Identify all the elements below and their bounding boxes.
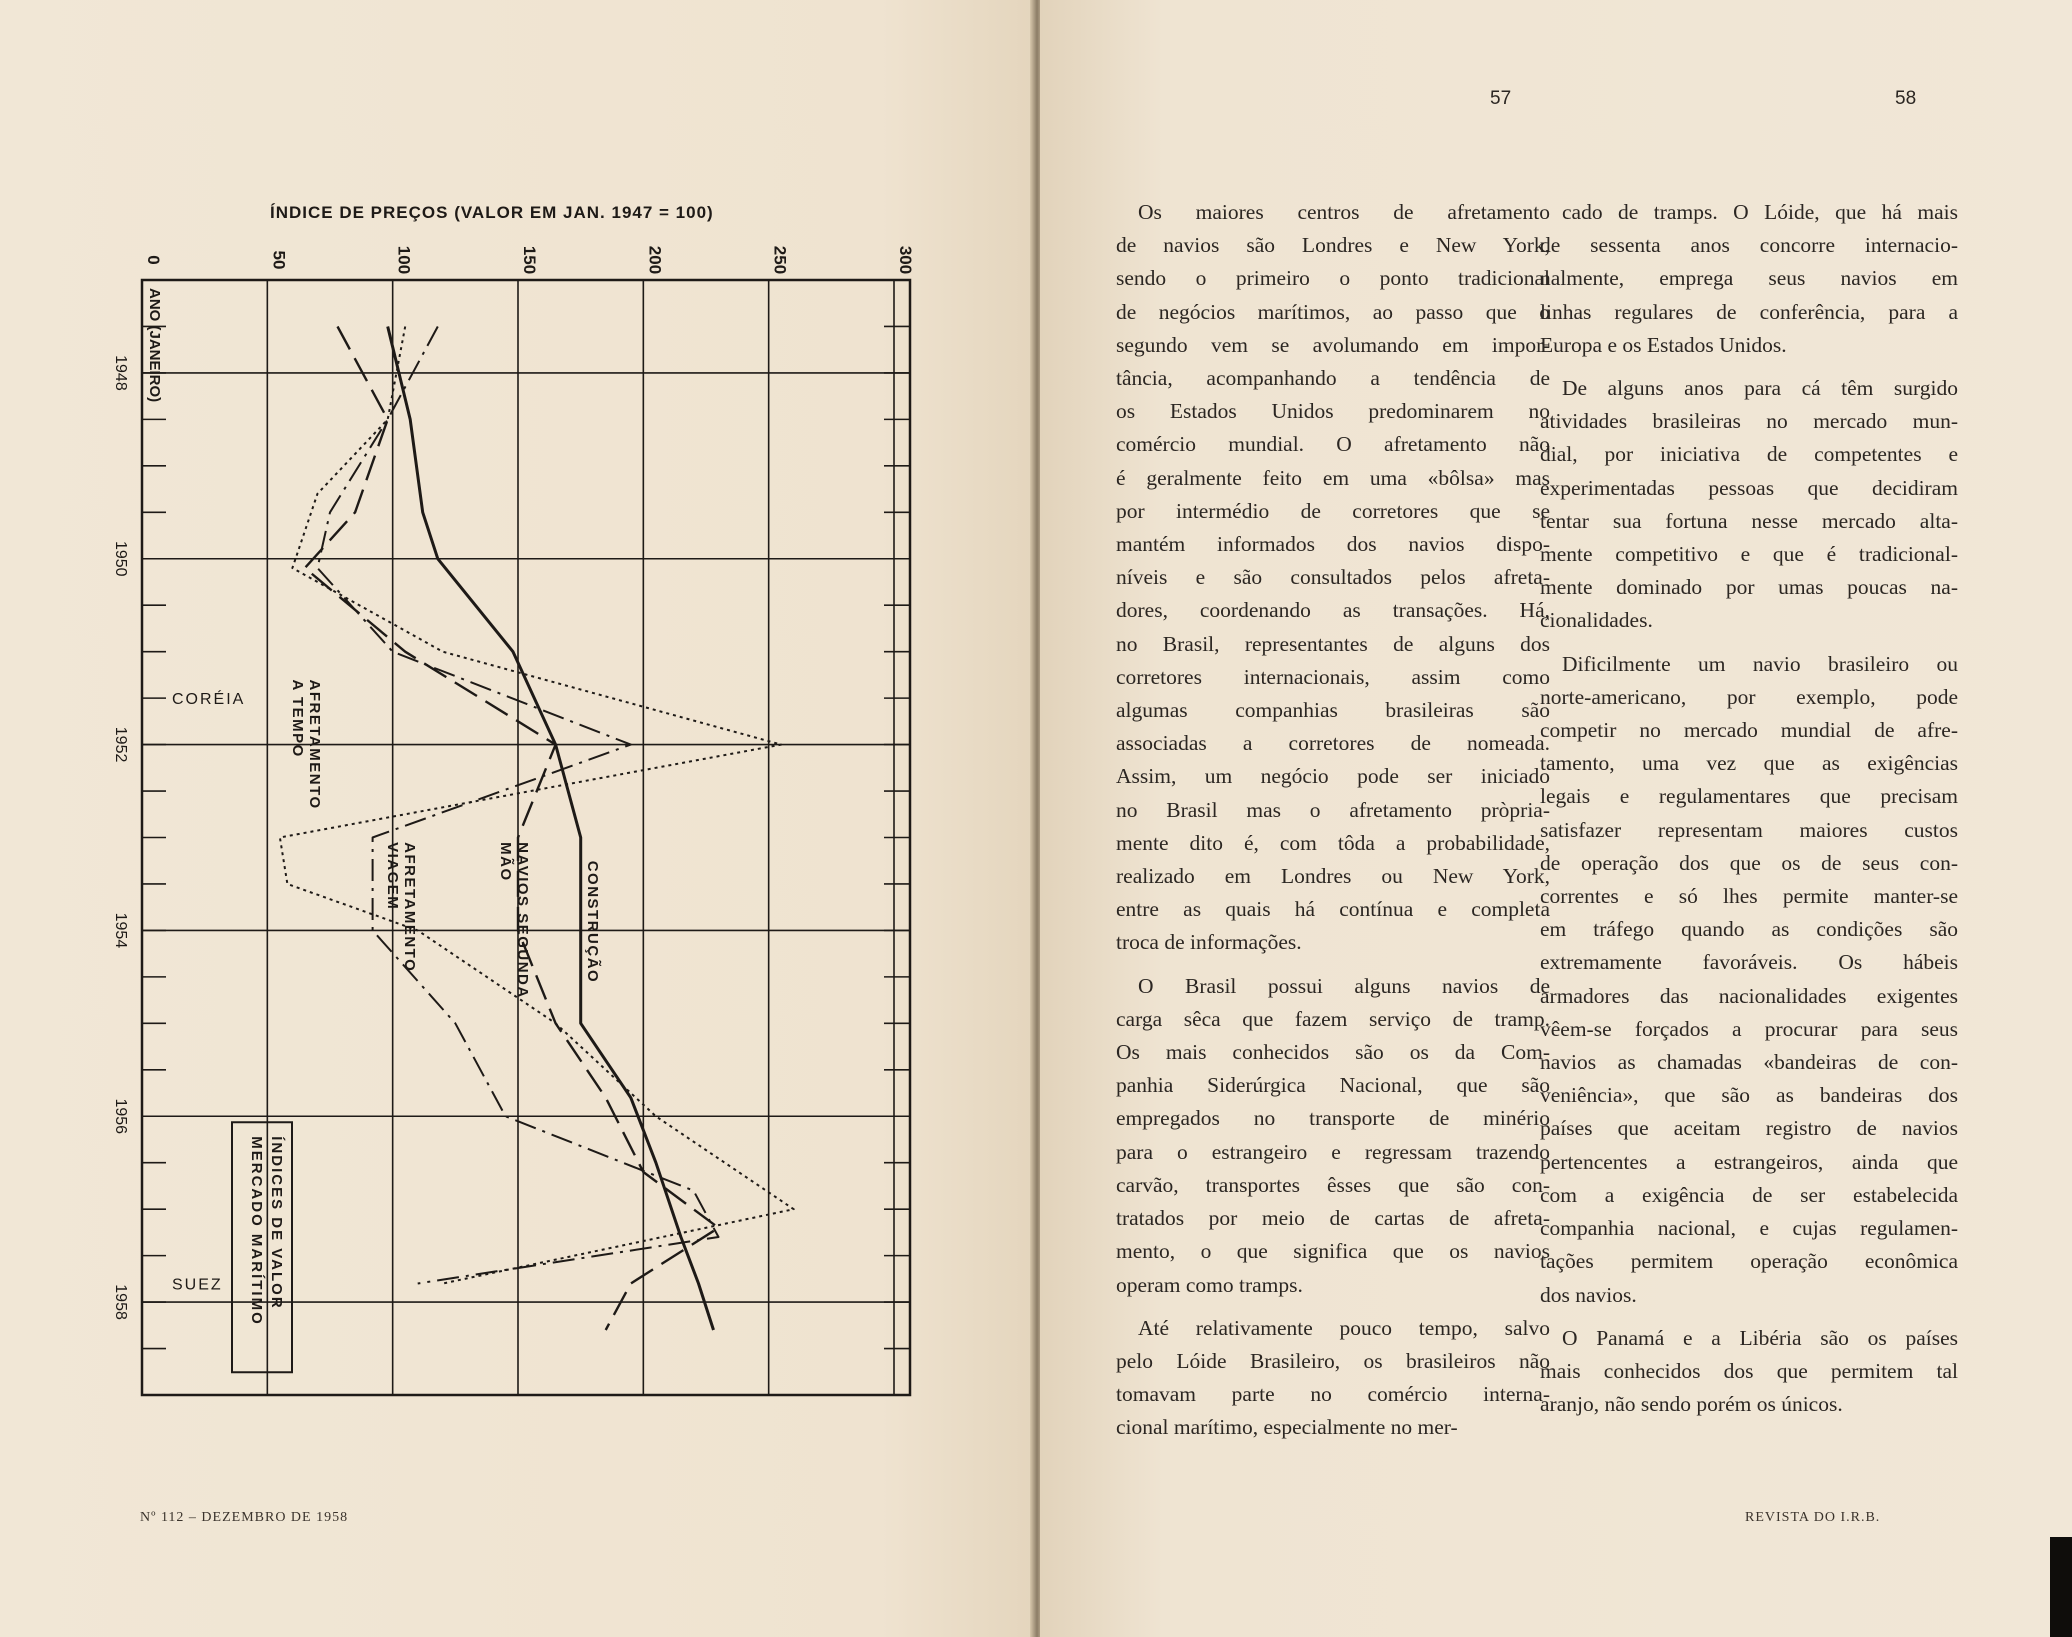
series-line-navios-segunda-m-o	[305, 327, 719, 1331]
text-line: legais e regulamentares que precisam	[1540, 784, 1958, 809]
series-label: MÃO	[497, 842, 514, 882]
right-footer: REVISTA DO I.R.B.	[1745, 1510, 1881, 1525]
text-line: cional marítimo, especialmente no mer-	[1116, 1415, 1458, 1440]
series-label: AFRETAMENTO	[401, 842, 419, 973]
series-label: AFRETAMENTO	[305, 679, 323, 810]
text-line: nalmente, emprega seus navios em	[1540, 266, 1958, 291]
text-line: tomavam parte no comércio interna-	[1116, 1382, 1550, 1407]
text-line: O Panamá e a Libéria são os países	[1562, 1325, 1958, 1350]
page-number-58: 58	[1895, 88, 1917, 109]
page-edge-shadow	[2050, 1537, 2072, 1637]
year-tick-label: 1956	[112, 1098, 129, 1135]
text-line: O Brasil possui alguns navios de	[1138, 973, 1550, 998]
text-line: troca de informações.	[1116, 930, 1302, 955]
text-line: para o estrangeiro e regressam trazendo	[1116, 1139, 1550, 1164]
text-line: é geralmente feito em uma «bôlsa» mas	[1116, 465, 1550, 490]
text-line: Os maiores centros de afretamento	[1138, 200, 1550, 224]
text-line: linhas regulares de conferência, para a	[1540, 299, 1958, 324]
text-line: por intermédio de corretores que se	[1116, 498, 1550, 523]
year-tick-label: 1954	[112, 912, 129, 949]
text-line: de navios são Londres e New York,	[1116, 233, 1550, 258]
text-line: carga sêca que fazem serviço de tramp.	[1116, 1006, 1550, 1031]
text-line: mais conhecidos dos que permitem tal	[1540, 1358, 1958, 1383]
value-tick-label: 100	[394, 245, 414, 275]
year-tick-label: 1952	[112, 726, 129, 763]
value-tick-label: 200	[645, 245, 665, 275]
text-line: navios as chamadas «bandeiras de con-	[1540, 1050, 1958, 1075]
chart-title: ÍNDICE DE PREÇOS (VALOR EM JAN. 1947 = 100)	[270, 203, 714, 222]
text-line: companhia nacional, e cujas regulamen-	[1540, 1216, 1958, 1241]
text-line: associadas a corretores de nomeada.	[1116, 731, 1550, 756]
axis-title: ANO (JANEIRO)	[146, 288, 163, 403]
text-line: sendo o primeiro o ponto tradicional	[1116, 266, 1550, 291]
paragraph	[1540, 648, 1958, 1312]
text-line: satisfazer representam maiores custos	[1540, 817, 1958, 842]
text-line: entre as quais há contínua e completa	[1116, 897, 1550, 922]
text-line: segundo vem se avolumando em impor-	[1116, 332, 1550, 357]
paragraph	[1116, 970, 1550, 1302]
paragraph	[1540, 372, 1958, 638]
event-label: SUEZ	[172, 1276, 223, 1294]
text-line: experimentadas pessoas que decidiram	[1540, 475, 1958, 500]
value-tick-label: 50	[269, 250, 289, 270]
text-line: dos navios.	[1540, 1282, 1637, 1307]
text-line: vêem-se forçados a procurar para seus	[1540, 1016, 1958, 1041]
text-line: cionalidades.	[1540, 608, 1653, 633]
text-line: dores, coordenando as transações. Há,	[1116, 598, 1550, 623]
paragraph	[1540, 196, 1958, 362]
text-line: mente dominado por umas poucas na-	[1540, 575, 1958, 600]
left-footer: Nº 112 – DEZEMBRO DE 1958	[140, 1510, 349, 1525]
text-line: tentar sua fortuna nesse mercado alta-	[1540, 508, 1958, 533]
text-line: tância, acompanhando a tendência de	[1116, 366, 1550, 391]
text-line: mente competitivo e que é tradicional-	[1540, 542, 1958, 567]
right-page	[1040, 0, 2072, 1637]
text-line: níveis e são consultados pelos afreta-	[1116, 565, 1550, 590]
text-line: no Brasil, representantes de alguns dos	[1116, 631, 1550, 656]
text-line: Assim, um negócio pode ser iniciado	[1116, 764, 1550, 789]
text-line: de negócios marítimos, ao passo que o	[1116, 299, 1550, 324]
paragraph	[1116, 196, 1550, 960]
price-index-chart	[110, 170, 970, 1450]
year-tick-label: 1948	[112, 355, 129, 391]
text-line: tações permitem operação econômica	[1540, 1249, 1958, 1274]
text-line: Dificilmente um navio brasileiro ou	[1562, 651, 1958, 676]
text-line: no Brasil mas o afretamento pròpria-	[1116, 797, 1550, 822]
text-line: tamento, uma vez que as exigências	[1540, 751, 1958, 776]
legend-text: ÍNDICES DE VALOR	[268, 1136, 285, 1310]
text-line: extremamente favoráveis. Os hábeis	[1540, 950, 1958, 975]
text-line: países que aceitam registro de navios	[1540, 1116, 1958, 1141]
series-label: NAVIOS SEGUNDA	[514, 842, 531, 999]
text-line: pelo Lóide Brasileiro, os brasileiros não	[1116, 1348, 1550, 1373]
text-line: os Estados Unidos predominarem no	[1116, 399, 1550, 424]
text-line: com a exigência de ser estabelecida	[1540, 1182, 1958, 1207]
paragraph	[1116, 1312, 1550, 1445]
paragraph	[1540, 1322, 1958, 1422]
event-label: CORÉIA	[172, 691, 246, 709]
text-line: norte-americano, por exemplo, pode	[1540, 684, 1958, 709]
text-column-left	[1116, 196, 1550, 1455]
text-line: dial, por iniciativa de competentes e	[1540, 442, 1958, 467]
text-line: mantém informados dos navios dispo-	[1116, 532, 1550, 557]
text-line: armadores das nacionalidades exigentes	[1540, 983, 1958, 1008]
year-tick-label: 1950	[112, 540, 129, 577]
text-line: realizado em Londres ou New York,	[1116, 864, 1550, 889]
year-tick-label: 1958	[112, 1284, 129, 1320]
text-line: De alguns anos para cá têm surgido	[1562, 376, 1958, 401]
text-line: empregados no transporte de minério	[1116, 1106, 1550, 1131]
text-line: algumas companhias brasileiras são	[1116, 698, 1550, 723]
series-label: VIAGEM	[384, 842, 402, 911]
text-line: competir no mercado mundial de afre-	[1540, 718, 1958, 743]
text-line: atividades brasileiras no mercado mun-	[1540, 409, 1958, 434]
value-tick-label: 300	[896, 245, 915, 275]
text-line: em tráfego quando as condições são	[1540, 917, 1958, 942]
text-line: de operação dos que os de seus con-	[1540, 850, 1958, 875]
text-line: correntes e só lhes permite manter-se	[1540, 884, 1958, 909]
legend-text: MERCADO MARÍTIMO	[248, 1136, 265, 1326]
text-line: tratados por meio de cartas de afreta-	[1116, 1206, 1550, 1231]
page-number-57: 57	[1490, 88, 1512, 109]
value-tick-label: 0	[144, 255, 163, 265]
text-line: operam como tramps.	[1116, 1272, 1303, 1297]
text-line: pertencentes a estrangeiros, ainda que	[1540, 1149, 1958, 1174]
text-line: carvão, transportes êsses que são con-	[1116, 1172, 1550, 1197]
text-line: corretores internacionais, assim como	[1116, 664, 1550, 689]
series-label: A TEMPO	[288, 679, 306, 758]
text-line: Até relativamente pouco tempo, salvo	[1138, 1315, 1550, 1340]
text-line: cado de tramps. O Lóide, que há mais	[1562, 200, 1958, 224]
series-label: CONSTRUÇÃO	[584, 860, 602, 984]
text-line: Os mais conhecidos são os da Com-	[1116, 1040, 1550, 1065]
text-line: Europa e os Estados Unidos.	[1540, 332, 1787, 357]
text-line: mente dito é, com tôda a probabilidade,	[1116, 830, 1550, 855]
text-line: aranjo, não sendo porém os únicos.	[1540, 1392, 1843, 1417]
text-line: veniência», que são as bandeiras dos	[1540, 1083, 1958, 1108]
text-column-right	[1540, 196, 1958, 1431]
text-line: de sessenta anos concorre internacio-	[1540, 233, 1958, 258]
text-line: mento, o que significa que os navios	[1116, 1239, 1550, 1264]
text-line: comércio mundial. O afretamento não	[1116, 432, 1550, 457]
value-tick-label: 150	[520, 245, 539, 275]
value-tick-label: 250	[770, 245, 790, 275]
text-line: panhia Siderúrgica Nacional, que são	[1116, 1073, 1550, 1098]
